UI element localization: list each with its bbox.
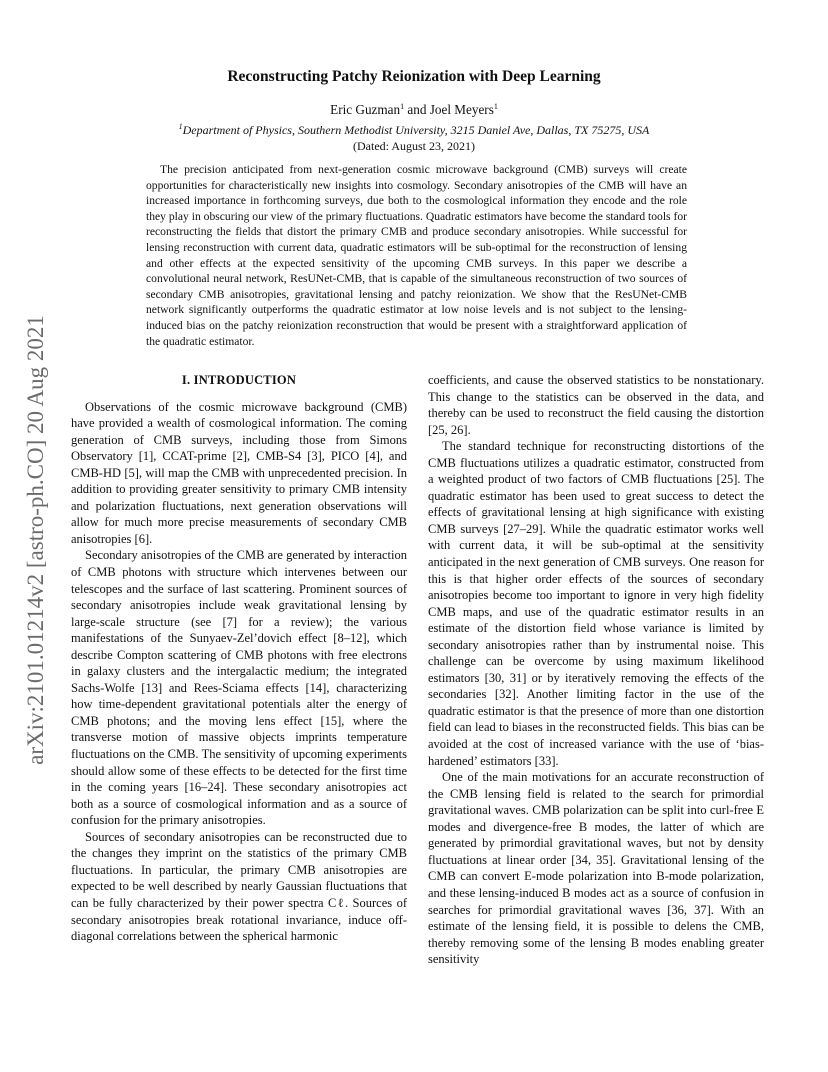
author-separator: and	[404, 102, 430, 117]
author-name: Eric Guzman	[330, 102, 401, 117]
paragraph: Sources of secondary anisotropies can be reconstructed due to the changes they imprint on the statistics of the primary CMB fluctuations. In particular, the primary CMB anisotropies are expected to be well described by nearly Gaussian fluctuations that can be fully characterized by their power spectra Cℓ. Sources of secondary anisotropies break rotational invariance, induce off-diagonal correlations between the spherical harmonic	[71, 829, 407, 944]
paper-title: Reconstructing Patchy Reionization with Deep Learning	[227, 68, 601, 85]
paragraph: Observations of the cosmic microwave background (CMB) have provided a wealth of cosmological information. The coming generation of CMB surveys, including those from Simons Observatory [1], CCAT-prime [2], CMB-S4 [3], PICO [4], and CMB-HD [5], will map the CMB with unprecedented precision. In addition to providing greater sensitivity to primary CMB intensity and polarization fluctuations, next generation observations will allow for much more precise measurements of secondary CMB anisotropies [6].	[71, 399, 407, 546]
author-name: Joel Meyers	[429, 102, 494, 117]
left-column	[71, 370, 407, 945]
affiliation-marker: 1	[178, 122, 183, 131]
affiliation-marker: 1	[400, 102, 405, 111]
author-line	[0, 102, 828, 118]
arxiv-sidebar-stamp	[18, 170, 54, 910]
arxiv-identifier: arXiv:2101.01214v2 [astro-ph.CO] 20 Aug 2021	[23, 315, 48, 765]
paragraph: The standard technique for reconstructing distortions of the CMB fluctuations utilizes a quadratic estimator, constructed from a weighted product of two factors of CMB fluctuations [25]. The quadratic estimator has been used to great success to detect the effects of gravitational lensing at high significance with existing CMB surveys [27–29]. While the quadratic estimator works well with current data, it will be sub-optimal at the sensitivity anticipated in the next generation of CMB surveys. One reason for this is that higher order effects of the sources of secondary anisotropies become too important to ignore in very high fidelity CMB maps, and use of the quadratic estimator results in an estimate of the distortion field whose variance is limited by secondary anisotropies rather than by instrumental noise. This challenge can be overcome by using maximum likelihood estimators [30, 31] or by iteratively removing the effects of the secondaries [32]. Another limiting factor in the use of the quadratic estimator is that the presence of more than one distortion field can lead to biases in the reconstructed fields. This bias can be avoided at the cost of increased variance with the use of ‘bias-hardened’ estimators [33].	[428, 439, 764, 768]
section-heading: I. INTRODUCTION	[181, 373, 297, 387]
affiliation-marker: 1	[493, 102, 498, 111]
abstract: The precision anticipated from next-generation cosmic microwave background (CMB) surveys will create opportunities for characteristically new insights into cosmology. Secondary anisotropies of the CMB will have an increased importance in forthcoming surveys, due both to the cosmological information they encode and the role they play in obscuring our view of the primary fluctuations. Quadratic estimators have become the standard tools for reconstructing the fields that distort the primary CMB and produce secondary anisotropies. While successful for lensing reconstruction with current data, quadratic estimators will be sub-optimal for the reconstruction of lensing and other effects at the expected sensitivity of the upcoming CMB surveys. In this paper we describe a convolutional neural network, ResUNet-CMB, that is capable of the simultaneous reconstruction of two sources of secondary CMB anisotropies, gravitational lensing and patchy reionization. We show that the ResUNet-CMB network significantly outperforms the quadratic estimator at low noise levels and is not subject to the lensing-induced bias on the patchy reionization reconstruction that would be present with a straightforward application of the quadratic estimator.	[146, 163, 687, 348]
affiliation-text: Department of Physics, Southern Methodist University, 3215 Daniel Ave, Dallas, TX 75275, USA	[182, 123, 650, 137]
paragraph: coefficients, and cause the observed statistics to be nonstationary. This change to the statistics can be observed in the data, and thereby can be used to reconstruct the field causing the distortion [25, 26].	[428, 373, 764, 437]
paragraph: Secondary anisotropies of the CMB are generated by interaction of CMB photons with structure which intervenes between our telescopes and the surface of last scattering. Prominent sources of secondary anisotropies include weak gravitational lensing by large-scale structure (see [7] for a review); the various manifestations of the Sunyaev-Zel’dovich effect [8–12], which describe Compton scattering of CMB photons with free electrons in galaxy clusters and the intergalactic medium; the integrated Sachs-Wolfe [13] and Rees-Sciama effects [14], characterizing how time-dependent gravitational potentials alter the energy of CMB photons; and the moving lens effect [15], where the transverse motion of massive objects imprints temperature fluctuations on the CMB. The sensitivity of upcoming experiments should allow some of these effects to be detected for the first time in the coming years [16–24]. These secondary anisotropies act both as a source of cosmological information and as a source of confusion for the primary anisotropies.	[71, 548, 407, 828]
affiliation-line	[0, 123, 828, 138]
paragraph: One of the main motivations for an accurate reconstruction of the CMB lensing field is related to the search for primordial gravitational waves. CMB polarization can be split into curl-free E modes and divergence-free B modes, the latter of which are generated by primordial gravitational waves, but not by density fluctuations at linear order [34, 35]. Gravitational lensing of the CMB can convert E-mode polarization into B-mode polarization, and these lensing-induced B modes act as a source of confusion in searches for primordial gravitational waves [36, 37]. With an estimate of the lensing field, it is possible to delens the CMB, thereby removing some of the lensing B modes enabling greater sensitivity	[428, 770, 764, 967]
right-column	[428, 372, 764, 968]
dated-line: (Dated: August 23, 2021)	[353, 139, 475, 153]
